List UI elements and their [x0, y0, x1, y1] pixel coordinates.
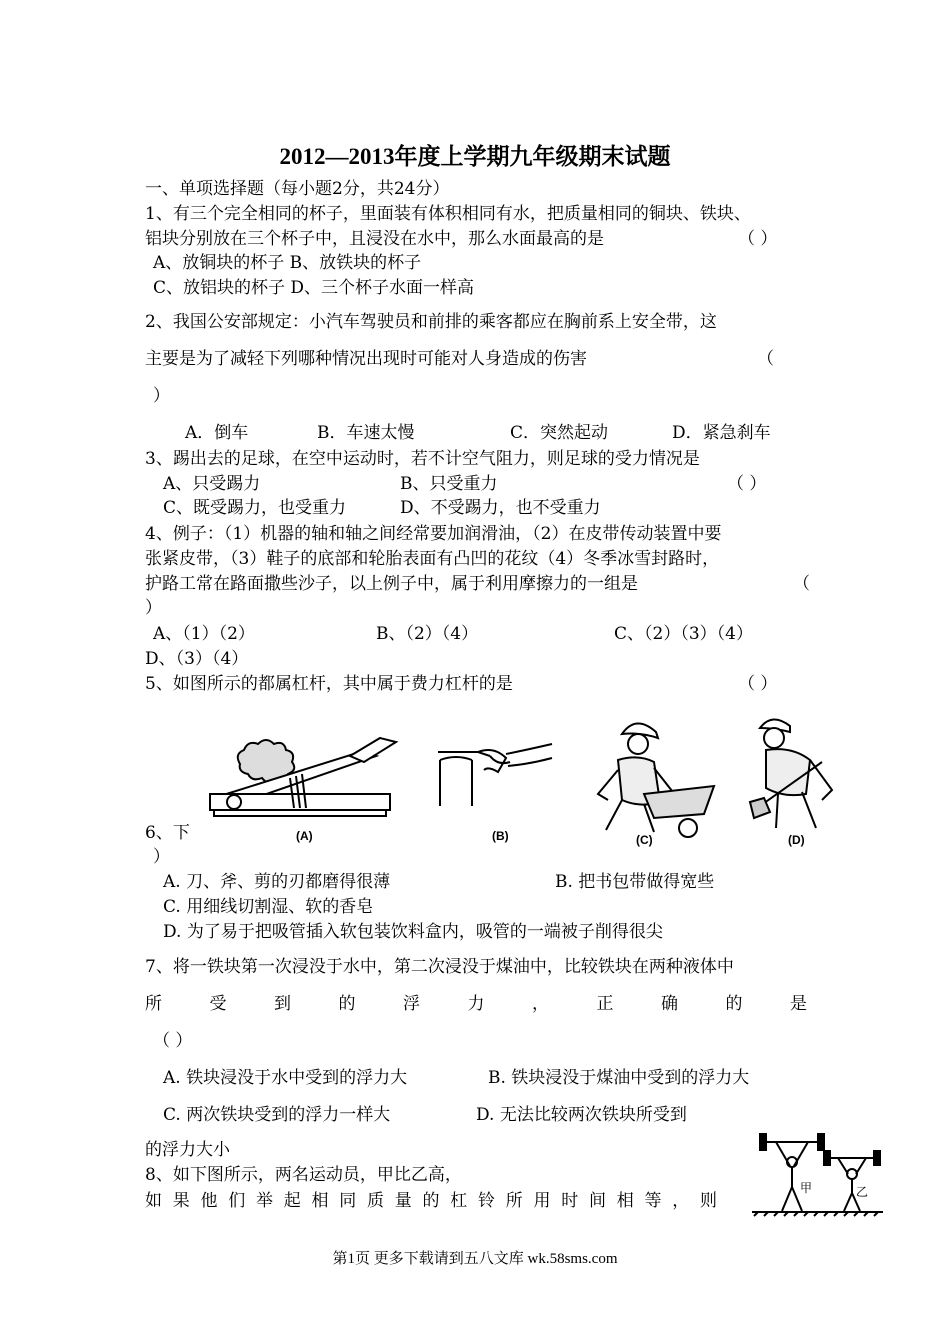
q1-options-ab: A、放铜块的杯子 B、放铁块的杯子 [153, 253, 422, 273]
q5-line1: 5、如图所示的都属杠杆，其中属于费力杠杆的是 [145, 674, 513, 694]
q8-char: 间 [589, 1191, 606, 1211]
q7-option-b: B. 铁块浸没于煤油中受到的浮力大 [488, 1068, 750, 1088]
q8-char: 相 [311, 1191, 329, 1211]
q8-char: ， [672, 1191, 690, 1211]
q8-char: 如 [145, 1191, 162, 1211]
q7-option-c: C. 两次铁块受到的浮力一样大 [163, 1105, 391, 1125]
q1-line2: 铝块分别放在三个杯子中，且浸没在水中，那么水面最高的是 [145, 229, 604, 249]
q8-char: 量 [394, 1191, 412, 1211]
q6-clipped-char: 下 [172, 823, 190, 843]
q3-answer-bracket[interactable]: （ ） [727, 474, 767, 494]
q8-char: 他 [200, 1191, 218, 1211]
q3-line1: 3、踢出去的足球，在空中运动时，若不计空气阻力，则足球的受力情况是 [145, 449, 700, 469]
q4-line1: 4、例子：（1）机器的轴和轴之间经常要加润滑油，（2）在皮带传动装置中要 [145, 524, 722, 544]
figure-weightlifters [750, 1132, 885, 1220]
q8-line1: 8、如下图所示，两名运动员，甲比乙高， [145, 1165, 462, 1185]
q8-char: 起 [283, 1191, 301, 1211]
q2-bracket-close[interactable]: ） [153, 386, 170, 406]
q4-line2: 张紧皮带，（3）鞋子的底部和轮胎表面有凸凹的花纹（4）冬季冰雪封路时， [145, 549, 720, 569]
q7-line1: 7、将一铁块第一次浸没于水中，第二次浸没于煤油中，比较铁块在两种液体中 [145, 957, 734, 977]
q8-char: 杠 [450, 1191, 468, 1211]
q8-char: 的 [422, 1191, 440, 1211]
q6-option-d: D. 为了易于把吸管插入软包装饮料盒内，吸管的一端被子削得很尖 [163, 922, 663, 942]
q4-option-d: D、（3）（4） [145, 649, 249, 669]
q7-char: 的 [338, 994, 356, 1014]
q2-line2: 主要是为了减轻下列哪种情况出现时可能对人身造成的伤害 [145, 349, 587, 369]
q7-char: 到 [274, 994, 291, 1014]
q7-option-d: D. 无法比较两次铁块所受到 [476, 1105, 687, 1125]
q2-option-d: D．紧急刹车 [672, 423, 771, 443]
q5-answer-bracket[interactable]: （ ） [738, 674, 778, 694]
page-title: 2012—2013年度上学期九年级期末试题 [279, 144, 671, 169]
q7-line2 [145, 993, 807, 1015]
q6-stem [145, 822, 190, 844]
q2-option-c: C．突然起动 [510, 423, 609, 443]
q8-char: 时 [561, 1191, 579, 1211]
q7-option-d-cont: 的浮力大小 [145, 1140, 230, 1160]
q6-option-b: B. 把书包带做得宽些 [555, 872, 715, 892]
q8-char: 铃 [478, 1191, 495, 1211]
q6-number: 6、 [145, 823, 173, 843]
q7-char: 正 [596, 994, 614, 1014]
q8-char: 等 [644, 1191, 662, 1211]
q3-option-d: D、不受踢力，也不受重力 [400, 498, 601, 518]
q7-char: 所 [145, 994, 162, 1014]
q2-option-b: B．车速太慢 [317, 423, 415, 443]
q4-bracket-open[interactable]: （ [793, 574, 810, 594]
q8-char: 质 [367, 1191, 384, 1211]
q8-char: 们 [228, 1191, 246, 1211]
q8-char: 举 [256, 1191, 273, 1211]
q8-char: 相 [616, 1191, 634, 1211]
q3-option-c: C、既受踢力，也受重力 [163, 498, 347, 518]
q8-char: 则 [700, 1191, 717, 1211]
q8-line2 [145, 1190, 717, 1212]
q4-option-a: A、（1）（2） [153, 624, 255, 644]
q7-char: 确 [661, 994, 678, 1014]
q7-char: 浮 [403, 994, 420, 1014]
page-footer: 第1页 更多下载请到五八文库 wk.58sms.com [332, 1251, 618, 1267]
q8-char: 同 [339, 1191, 357, 1211]
q6-option-a: A. 刀、斧、剪的刃都磨得很薄 [163, 872, 391, 892]
q7-option-a: A. 铁块浸没于水中受到的浮力大 [163, 1068, 408, 1088]
q8-char: 所 [505, 1191, 523, 1211]
figure-a-chopper [200, 716, 400, 846]
q1-options-cd: C、放铝块的杯子 D、三个杯子水面一样高 [153, 278, 475, 298]
q4-option-c: C、（2）（3）（4） [614, 624, 753, 644]
caption-d: (D) [788, 833, 805, 847]
q1-line1: 1、有三个完全相同的杯子，里面装有体积相同有水，把质量相同的铜块、铁块、 [145, 204, 751, 224]
q2-line1: 2、我国公安部规定：小汽车驾驶员和前排的乘客都应在胸前系上安全带，这 [145, 312, 717, 332]
q4-bracket-close[interactable]: ） [145, 598, 162, 618]
caption-a: (A) [296, 829, 313, 843]
q1-answer-bracket[interactable]: （ ） [738, 229, 778, 249]
caption-b: (B) [492, 829, 509, 843]
q7-char: 是 [790, 994, 807, 1014]
q3-option-a: A、只受踢力 [163, 474, 261, 494]
label-yi: 乙 [856, 1185, 869, 1199]
caption-c: (C) [636, 833, 653, 847]
q2-bracket-open[interactable]: （ [757, 349, 774, 369]
section-heading: 一、单项选择题（每小题2分，共24分） [145, 179, 450, 199]
q6-option-c: C. 用细线切割湿、软的香皂 [163, 897, 374, 917]
q7-char: 的 [725, 994, 743, 1014]
q4-option-b: B、（2）（4） [376, 624, 479, 644]
q7-char: ， [532, 994, 549, 1014]
q4-line3: 护路工常在路面撒些沙子，以上例子中，属于利用摩擦力的一组是 [145, 574, 638, 594]
label-jia: 甲 [800, 1181, 813, 1195]
figure-d-shovel [736, 710, 846, 850]
figure-b-pliers [430, 722, 560, 846]
figure-c-wheelbarrow [588, 710, 718, 850]
q7-char: 力 [467, 994, 485, 1014]
q7-char: 受 [209, 994, 227, 1014]
q8-char: 用 [533, 1191, 551, 1211]
q2-option-a: A．倒车 [185, 423, 249, 443]
q3-option-b: B、只受重力 [400, 474, 498, 494]
q6-bracket-close[interactable]: ） [153, 847, 170, 867]
q7-answer-bracket[interactable]: （ ） [153, 1031, 193, 1051]
q8-char: 果 [172, 1191, 190, 1211]
